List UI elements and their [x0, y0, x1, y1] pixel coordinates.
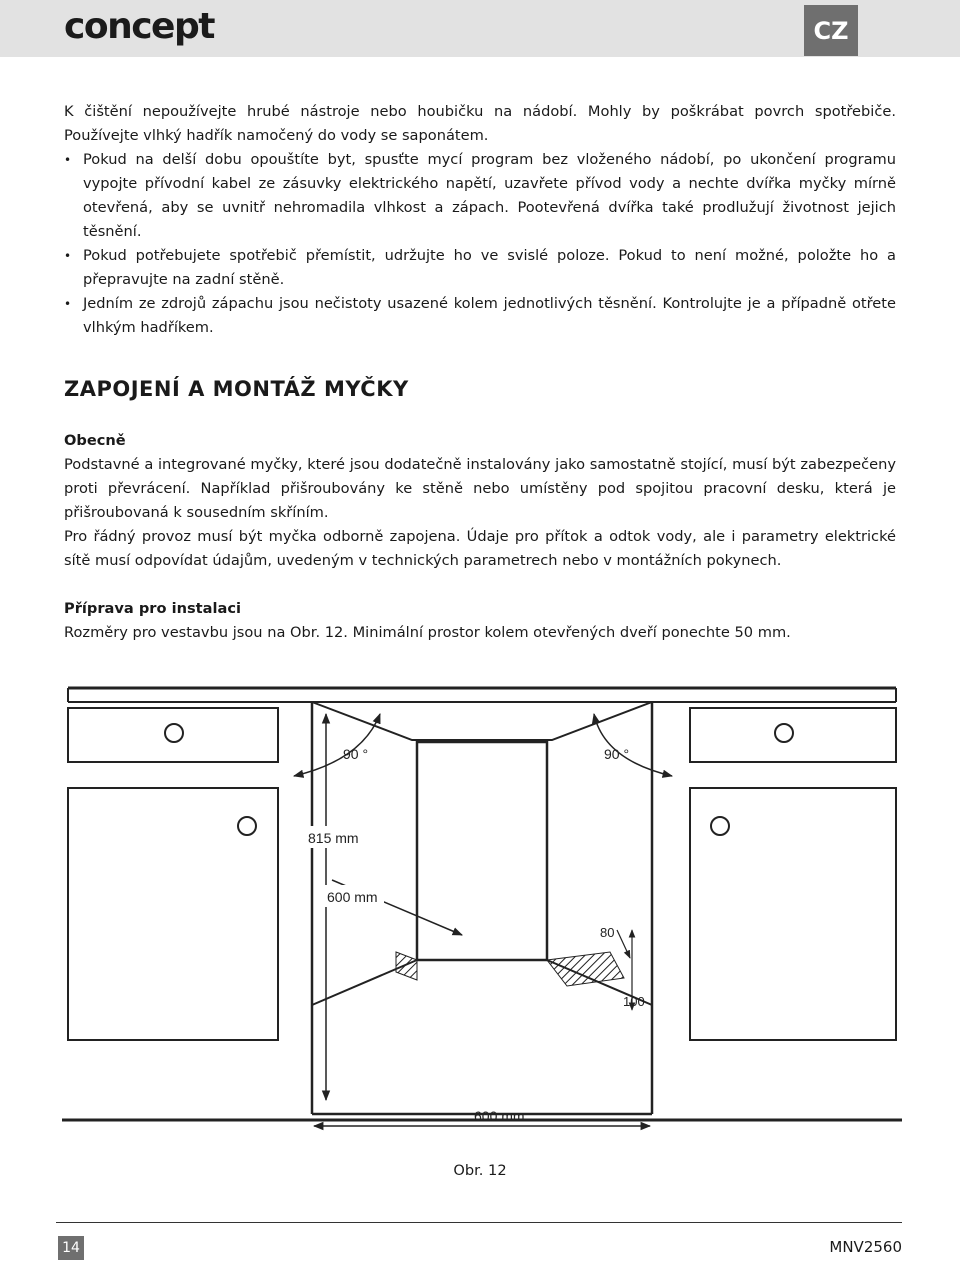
left-hatched-block [396, 952, 417, 980]
section-title: ZAPOJENÍ A MONTÁŽ MYČKY [64, 377, 409, 401]
intro-bullet-list [64, 148, 896, 340]
intro-paragraph: K čištění nepoužívejte hrubé nástroje nebo houbičku na nádobí. Mohly by poškrábat povrch spotřebiče. Používejte vlhký hadřík namočený do vody se saponátem. [64, 103, 896, 144]
footer-divider [56, 1222, 902, 1223]
angle-left-label: 90 ° [343, 746, 369, 762]
angle-right-label: 90 ° [604, 746, 630, 762]
model-number: MNV2560 [829, 1238, 902, 1256]
language-badge: CZ [804, 5, 858, 56]
general-paragraph-2: Pro řádný provoz musí být myčka odborně zapojena. Údaje pro přítok a odtok vody, ale i parametry elektrické sítě musí odpovídat údajům, uvedeným v technických parametrech nebo v montážních pokynech. [64, 528, 896, 569]
page-number: 14 [58, 1236, 84, 1260]
bullet-item: • Jedním ze zdrojů zápachu jsou nečistoty usazené kolem jednotlivých těsnění. Kontrolujte je a případně otřete vlhkým hadříkem. [64, 292, 896, 340]
dim-80-label: 80 [600, 925, 615, 940]
page-header [0, 0, 960, 57]
dim-100-label: 100 [623, 994, 645, 1009]
right-hatched-block [547, 952, 624, 986]
intro-block [64, 100, 896, 340]
bullet-item: • Pokud potřebujete spotřebič přemístit, udržujte ho ve svislé poloze. Pokud to není možné, položte ho a přepravujte na zadní stěně. [64, 244, 896, 292]
bullet-item: • Pokud na delší dobu opouštíte byt, spusťte mycí program bez vloženého nádobí, po ukončení programu vypojte přívodní kabel ze zásuvky elektrického napětí, uzavřete přívod vody a nechte dvířka myčky mírně otevřená, aby se uvnitř nehromadila vlhkost a zápach. Pootevřená dvířka také prodlužují životnost jejich těsnění. [64, 148, 896, 244]
section-body [64, 429, 896, 645]
general-heading: Obecně [64, 432, 126, 449]
worktop [68, 688, 896, 702]
left-cabinet [68, 708, 278, 1040]
dishwasher-niche [62, 702, 902, 1120]
depth-label: 600 mm [327, 889, 378, 905]
height-label: 815 mm [308, 830, 359, 846]
header-right-block [864, 0, 960, 57]
prep-paragraph: Rozměry pro vestavbu jsou na Obr. 12. Minimální prostor kolem otevřených dveří ponechte 50 mm. [64, 624, 791, 641]
installation-diagram [62, 680, 902, 1150]
figure-caption: Obr. 12 [453, 1162, 507, 1179]
right-cabinet [690, 708, 896, 1040]
general-paragraph-1: Podstavné a integrované myčky, které jsou dodatečně instalovány jako samostatně stojící, musí být zabezpečeny proti převrácení. Například přišroubovány ke stěně nebo umístěny pod spojitou pracovní desku, která je přišroubovaná k sousedním skříním. [64, 456, 896, 521]
prep-heading: Příprava pro instalaci [64, 600, 241, 617]
right-angle-arc [594, 714, 672, 776]
width-label: 600 mm [474, 1108, 525, 1124]
brand-logo: concept [64, 6, 214, 47]
dim-80-line [617, 930, 630, 958]
